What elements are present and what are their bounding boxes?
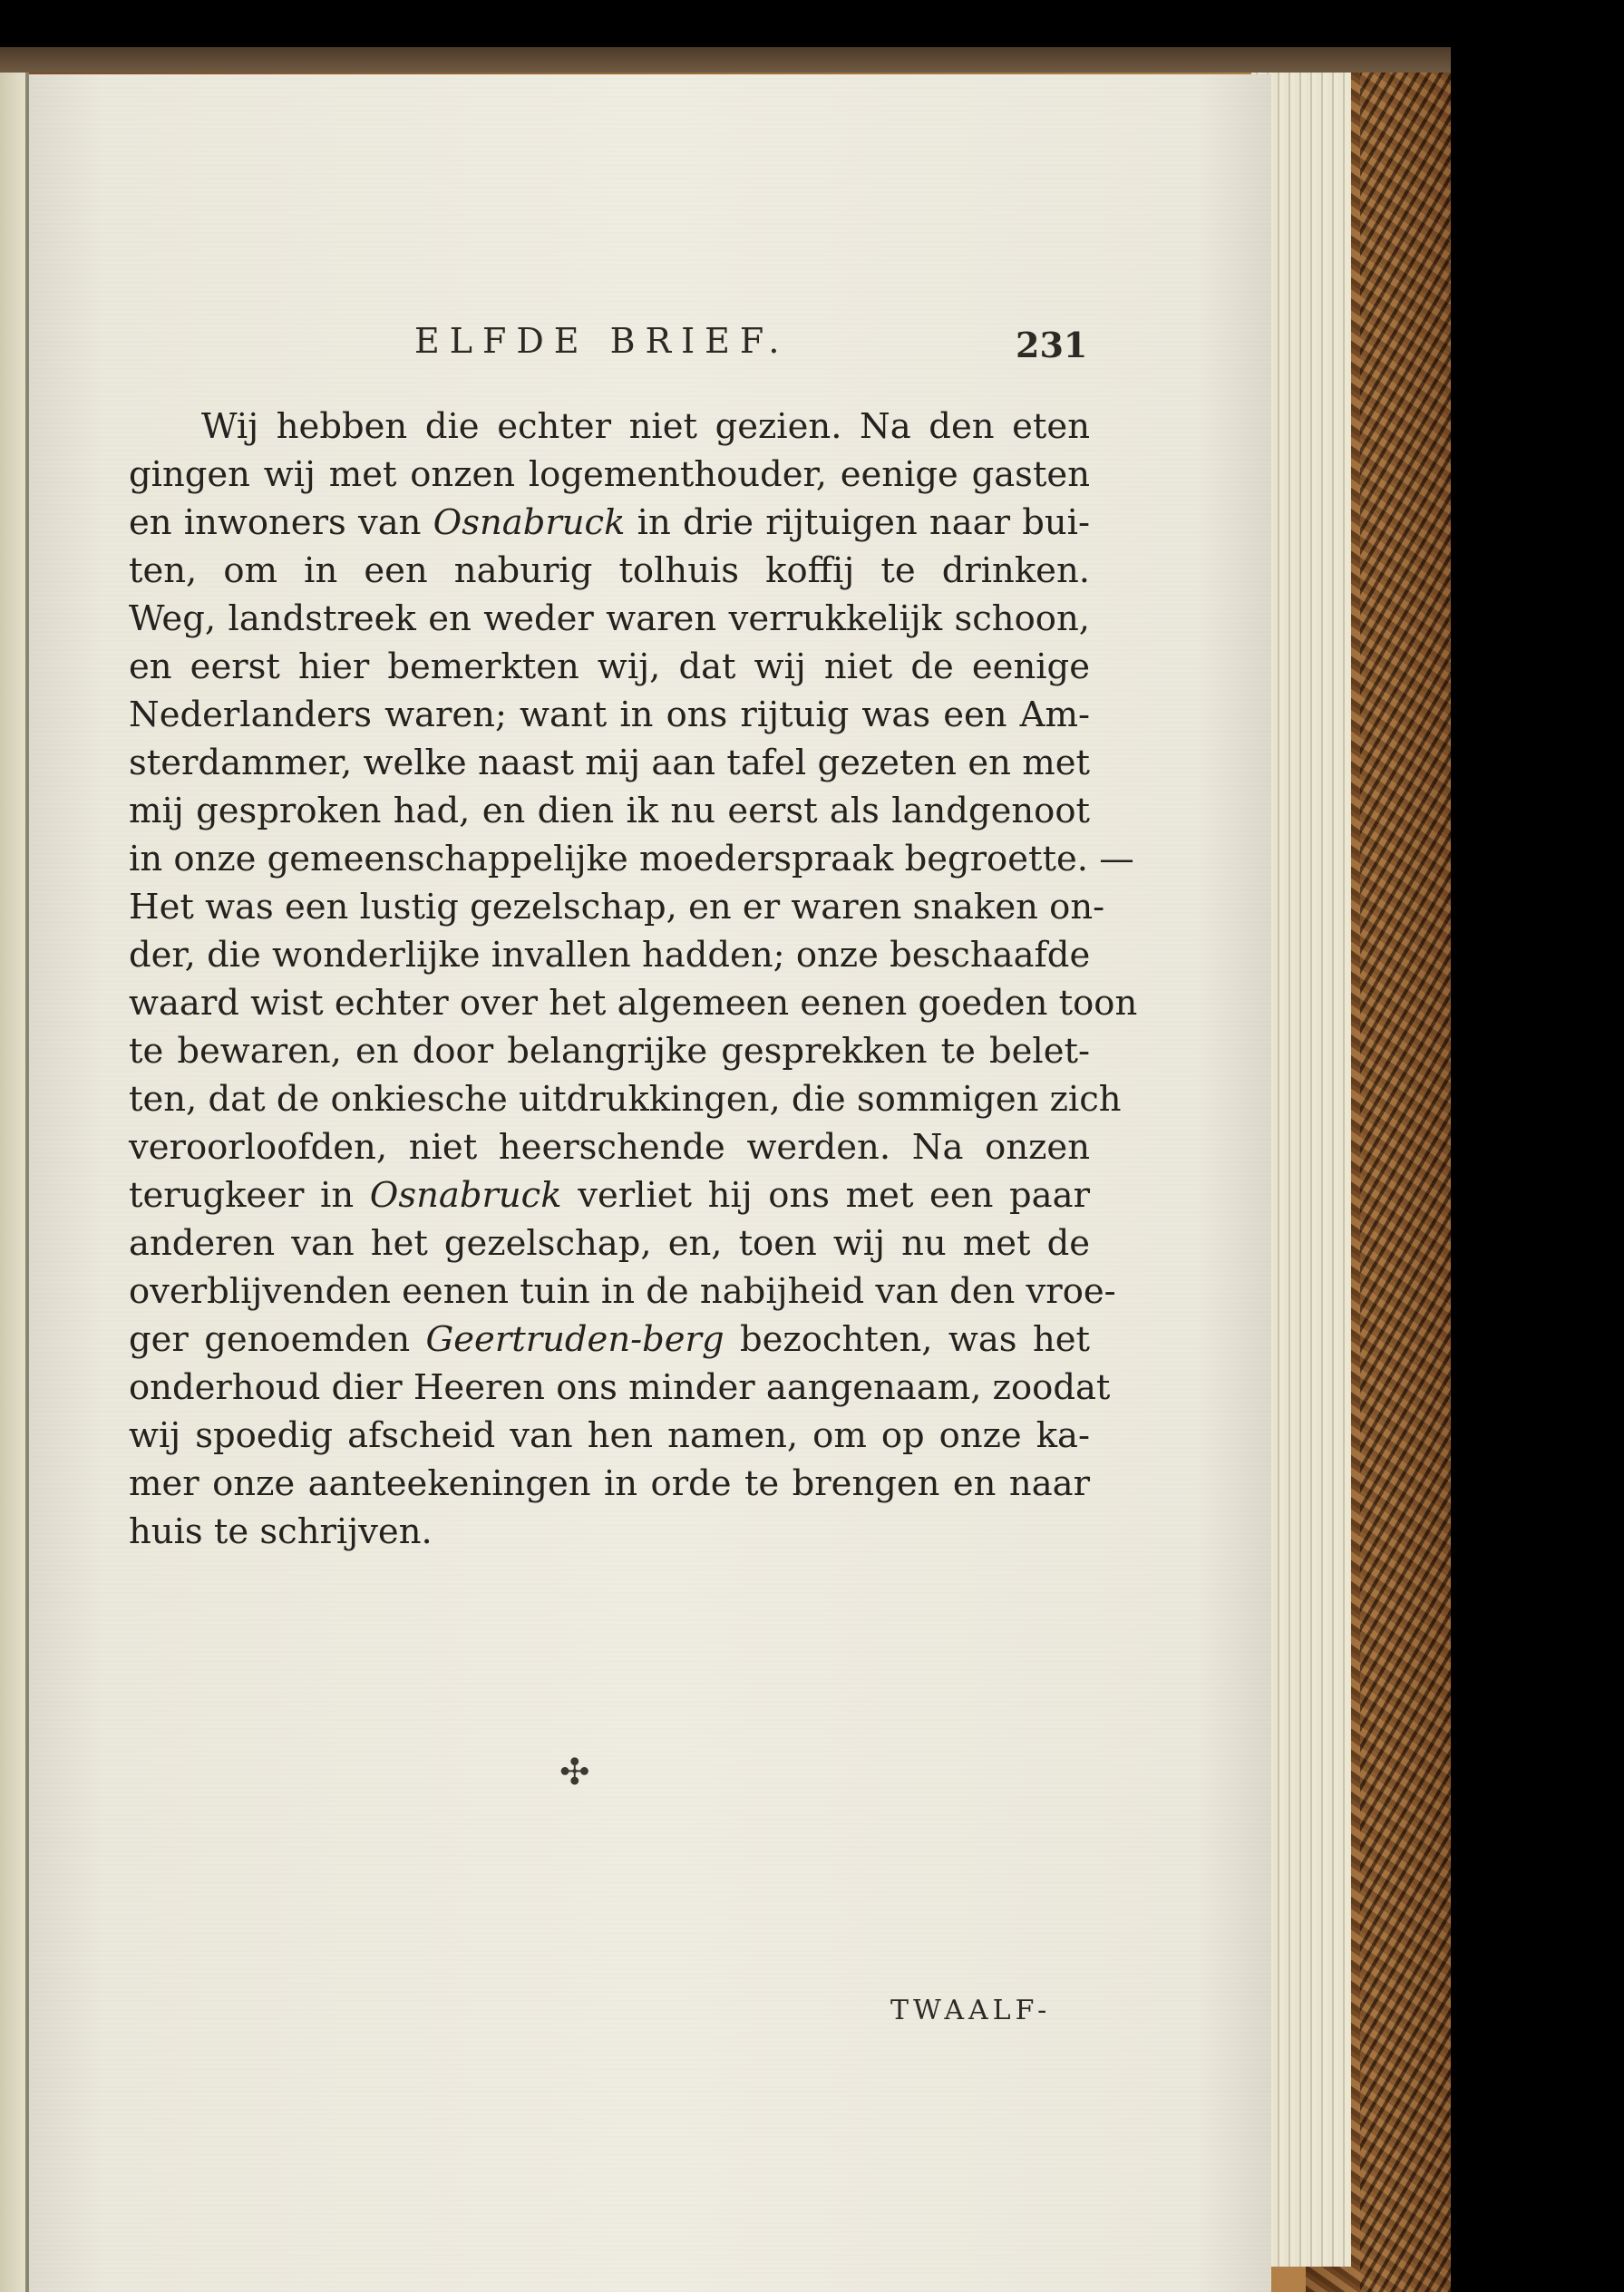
text-line: en inwoners van Osnabruck in drie rijtuigen naar bui- (129, 502, 1090, 543)
text-line: Wij hebben die echter niet gezien. Na den eten (201, 406, 1090, 447)
text-line: ger genoemden Geertruden-berg bezochten, was het (129, 1319, 1090, 1360)
text-line: mij gesproken had, en dien ik nu eerst als landgenoot (129, 791, 1090, 831)
text-line: wij spoedig afscheid van hen namen, om op onze ka- (129, 1415, 1090, 1456)
page-header (29, 321, 1271, 375)
text-line: Het was een lustig gezelschap, en er waren snaken on- (129, 887, 1105, 927)
running-head: ELFDE BRIEF. (414, 321, 790, 361)
text-line: Nederlanders waren; want in ons rijtuig was een Am- (129, 694, 1090, 735)
text-line: overblijvenden eenen tuin in de nabijheid van den vroe- (129, 1271, 1116, 1312)
page-number: 231 (1016, 325, 1088, 365)
body-text (129, 403, 1138, 1556)
marbled-cover-edge (1360, 50, 1451, 2292)
text-line: veroorloofden, niet heerschende werden. Na onzen (129, 1127, 1090, 1168)
text-line: mer onze aanteekeningen in orde te brengen en naar (129, 1463, 1090, 1504)
text-line: huis te schrijven. (129, 1511, 433, 1552)
text-line: gingen wij met onzen logementhouder, eenige gasten (129, 454, 1090, 495)
text-line: anderen van het gezelschap, en, toen wij nu met de (129, 1223, 1090, 1264)
text-line: onderhoud dier Heeren ons minder aangenaam, zoodat (129, 1367, 1111, 1408)
cover-top-strip (0, 47, 1451, 73)
text-line: ten, om in een naburig tolhuis koffij te drinken. (129, 550, 1090, 591)
text-line: Weg, landstreek en weder waren verrukkelijk schoon, (129, 598, 1090, 639)
text-line: en eerst hier bemerkten wij, dat wij niet de eenige (129, 646, 1090, 687)
section-ornament: ✣ (559, 1752, 590, 1793)
text-line: in onze gemeenschappelijke moederspraak begroette. — (129, 839, 1134, 879)
catchword: TWAALF- (890, 1995, 1052, 2026)
text-line: waard wist echter over het algemeen eenen goeden toon (129, 983, 1138, 1024)
text-line: ten, dat de onkiesche uitdrukkingen, die sommigen zich (129, 1079, 1122, 1120)
text-line: terugkeer in Osnabruck verliet hij ons met een paar (129, 1175, 1090, 1216)
verso-page-sliver (0, 73, 27, 2292)
text-line: der, die wonderlijke invallen hadden; onze beschaafde (129, 935, 1091, 976)
book-page (29, 74, 1271, 2292)
text-line: sterdammer, welke naast mij aan tafel gezeten en met (129, 743, 1090, 783)
text-line: te bewaren, en door belangrijke gesprekken te belet- (129, 1031, 1090, 1072)
